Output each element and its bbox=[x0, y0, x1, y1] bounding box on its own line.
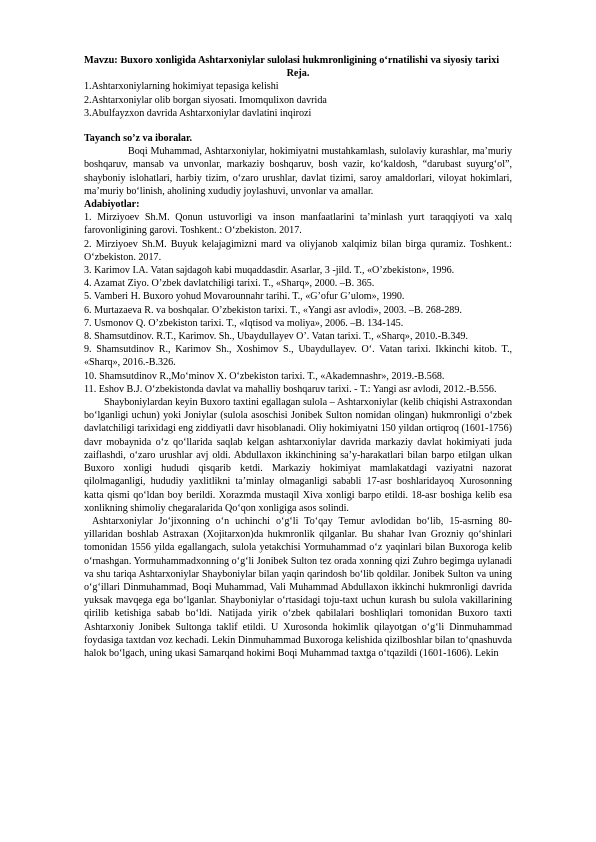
plan-item: 2.Ashtarxoniylar olib borgan siyosati. Imomqulixon davrida bbox=[84, 94, 327, 106]
reference-item: 4. Azamat Ziyo. O’zbek davlatchiligi tarixi. T., «Sharq», 2000. –B. 365. bbox=[84, 278, 375, 290]
plan-heading: Reja. bbox=[286, 68, 310, 80]
reference-item: 2. Mirziyoev Sh.M. Buyuk kelajagimizni mard va oliyjanob xalqimiz bilan birga quramiz. Toshkent.: O‘zbekiston. 2017. bbox=[84, 238, 512, 263]
references-list bbox=[84, 211, 512, 396]
reference-item: 1. Mirziyoev Sh.M. Qonun ustuvorligi va inson manfaatlarini ta’minlash yurt taraqqiyoti va xalq farovonligining garovi. Toshkent.: O‘zbekiston. 2017. bbox=[84, 212, 512, 237]
reference-item: 3. Karimov I.A. Vatan sajdagoh kabi muqaddasdir. Asarlar, 3 -jild. T., «O’zbekiston», 1996. bbox=[84, 265, 455, 277]
reference-item: 11. Eshov B.J. O‘zbekistonda davlat va mahalliy boshqaruv tarixi. - T.: Yangi asr avlodi, 2012.-B.556. bbox=[84, 383, 497, 395]
body-paragraph-2: Ashtarxoniylar Jo‘jixonning o‘n uchinchi o‘g‘li To‘qay Temur avlodidan bo‘lib, 15-asrning 80-yillaridan boshlab Astraxan (Xojitarxon)da hukmronlik qilganlar. Bu shahar Ivan Grozniy qo‘shinlari tomonidan 1556 yilda egallangach, sulola yetakchisi Yormuhammad o‘z yaqinlari bilan Buxoroga kelib o‘rnashgan. Yormuhammadxonning o‘g‘li Jonibek Sulton tez orada xonning qizi Zuhro begimga uylanadi va shu tariqa Ashtarxoniylar Shayboniylar bilan yaqin qarindosh bo‘lib qoldilar. Jonibek Sulton va uning o‘g‘illari Dinmuhammad, Boqi Muhammad, Vali Muhammad Abdullaxon ikkinchi hukmronligi davrida yuksak mavqega ega bo‘lganlar. Shayboniylar o‘rtasidagi toju-taxt uchun kurash bu sulola vakillarining qirilib ketishiga sabab bo‘ldi. Natijada yirik o‘zbek qabilalari boshliqlari tomonidan Buxoro taxti Ashtarxoniy Jonibek Sultonga taklif etildi. U Xurosonda hokimlik qilayotgan o‘g‘li Dinmuhammad foydasiga taxtdan voz kechadi. Lekin Dinmuhammad Buxoroga kelishida qizilboshlar bilan to‘qnashuvda halok bo‘lgach, uning ukasi Samarqand hokimi Boqi Muhammad taxtga o‘tqazildi (1601-1606). Lekin bbox=[84, 515, 512, 659]
plan-list bbox=[84, 80, 512, 120]
references-heading: Adabiyotlar: bbox=[84, 199, 140, 211]
reference-item: 7. Usmonov Q. O’zbekiston tarixi. T., «Iqtisod va moliya», 2006. –B. 134-145. bbox=[84, 317, 404, 329]
reference-item: 6. Murtazaeva R. va boshqalar. O’zbekiston tarixi. T., «Yangi asr avlodi», 2003. –B. 268-289. bbox=[84, 304, 462, 316]
plan-item: 3.Abulfayzxon davrida Ashtarxoniylar davlatini inqirozi bbox=[84, 107, 312, 119]
document-page bbox=[84, 54, 512, 660]
keywords-text: Boqi Muhammad, Ashtarxoniylar, hokimiyatni mustahkamlash, sulolaviy kurashlar, ma’muriy boshqaruv, mansab va unvonlar, markaziy boshqaruv, bosh vazir, ko‘kaldosh, “darubast suyurg‘ol”, shayboniy islohatlari, harbiy tizim, o‘zaro urushlar, davlat tizimi, saroy amaldorlari, viloyat hokimlari, ma’muriy bo‘linish, aholining xududiy joylashuvi, unvonlar va amallar. bbox=[84, 146, 512, 197]
document-title: Mavzu: Buxoro xonligida Ashtarxoniylar sulolasi hukmronligining o‘rnatilishi va siyosiy tarixi bbox=[84, 55, 500, 66]
reference-item: 9. Shamsutdinov R., Karimov Sh., Xoshimov S., Ubaydullayev. O‘. Vatan tarixi. Ikkinchi kitob. T., «Sharq», 2016.-B.326. bbox=[84, 344, 512, 369]
reference-item: 5. Vamberi H. Buxoro yohud Movarounnahr tarihi. T., «G’ofur G’ulom», 1990. bbox=[84, 291, 405, 303]
reference-item: 8. Shamsutdinov. R.T., Karimov. Sh., Ubaydullayev O’. Vatan tarixi. T., «Sharq», 2010.-B.349. bbox=[84, 331, 468, 343]
body-paragraph-1: Shayboniylardan keyin Buxoro taxtini egallagan sulola – Ashtarxoniylar (kelib chiqishi Astraxondan bo‘lganligi uchun) yoki Joniylar (sulola asoschisi Jonibek Sulton nomidan olingan) hukmronligi o‘zbek davlatchiligi tarixidagi eng ziddiyatli davr hisoblanadi. Oliy hokimiyatni 150 yildan ortiqroq (1601-1756) davr mobaynida o‘z qo‘llarida saqlab kelgan ashtarxoniylar davrida markaziy davlat hokimiyati juda zaiflashdi, o‘zaro urushlar avj oldi. Abdullaxon ikkinchining sa’y-harakatlari bilan barpo etilgan ulkan Buxoro xonligi hududi qisqarib ketdi. Markaziy hokimiyat mamlakatdagi vaziyatni nazorat qilolmaganligi, hududiy yaxlitlikni ta’minlay olmaganligi sababli 17-asr boshlaridayoq Xurosonning katta qismi qo‘ldan boy berildi. Xorazmda mustaqil Xiva xonligi barpo etildi. 18-asr boshiga kelib esa xonlikning shimoliy chegaralarida Qo‘qon xonligiga asos solindi. bbox=[84, 397, 512, 514]
reference-item: 10. Shamsutdinov R.,Mo‘minov X. O‘zbekiston tarixi. T., «Akademnashr», 2019.-B.568. bbox=[84, 370, 445, 382]
plan-item: 1.Ashtarxoniylarning hokimiyat tepasiga kelishi bbox=[84, 81, 279, 93]
keywords-heading: Tayanch so’z va iboralar. bbox=[84, 133, 193, 145]
